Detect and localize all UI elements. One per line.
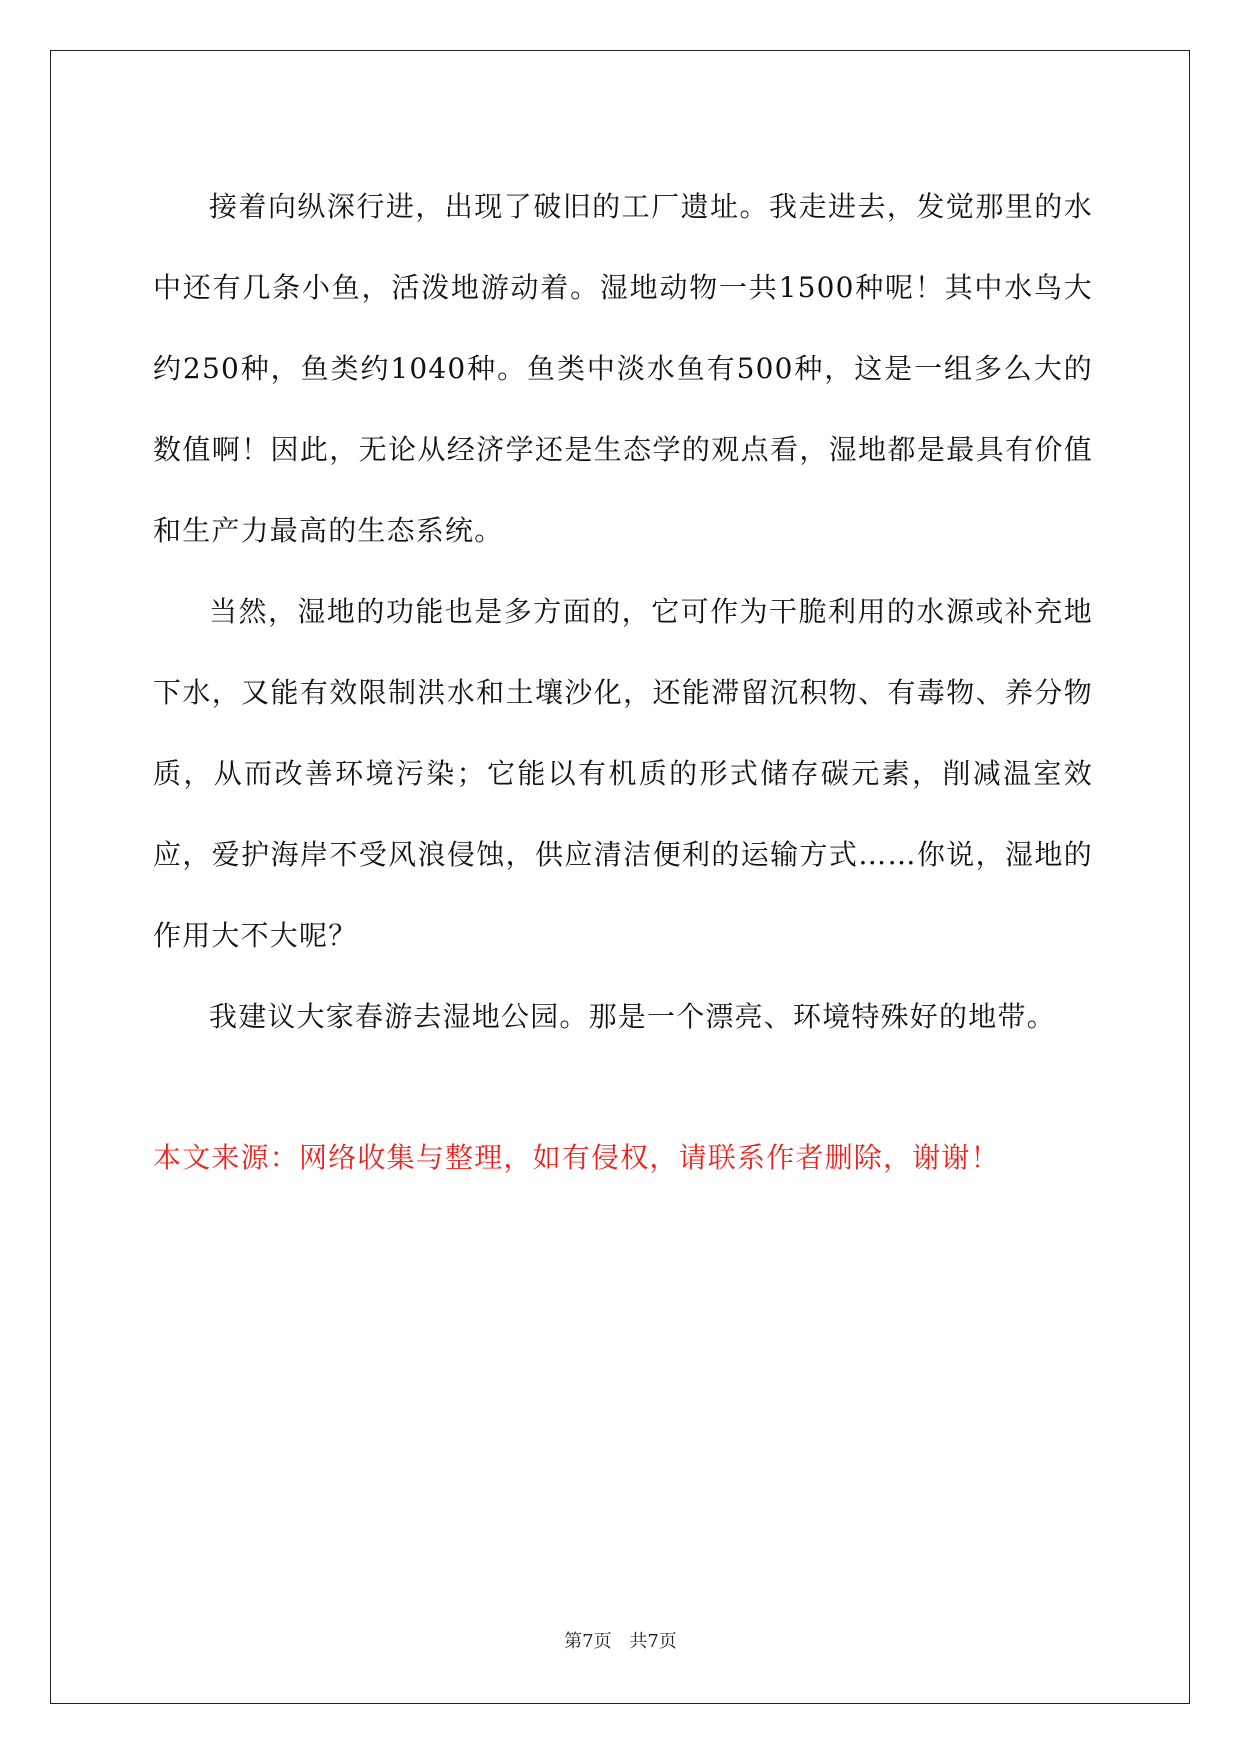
paragraph-3: 我建议大家春游去湿地公园。那是一个漂亮、环境特殊好的地带。 xyxy=(209,1000,1056,1033)
page-footer xyxy=(0,1627,1241,1653)
paragraph-1: 接着向纵深行进，出现了破旧的工厂遗址。我走进去，发觉那里的水中还有几条小鱼，活泼地游动着。湿地动物一共1500种呢！其中水鸟大约250种，鱼类约1040种。鱼类中淡水鱼有500种，这是一组多么大的数值啊！因此，无论从经济学还是生态学的观点看，湿地都是最具有价值和生产力最高的生态系统。 xyxy=(153,190,1093,547)
source-note: 本文来源：网络收集与整理，如有侵权，请联系作者删除，谢谢！ xyxy=(153,1141,1000,1174)
paragraph-2: 当然，湿地的功能也是多方面的，它可作为干脆利用的水源或补充地下水，又能有效限制洪水和土壤沙化，还能滞留沉积物、有毒物、养分物质，从而改善环境污染；它能以有机质的形式储存碳元素，削减温室效应，爱护海岸不受风浪侵蚀，供应清洁便利的运输方式……你说，湿地的作用大不大呢？ xyxy=(153,595,1093,952)
document-body xyxy=(153,166,1093,1057)
page-number-total: 共7页 xyxy=(629,1631,677,1652)
page-number-current: 第7页 xyxy=(564,1631,612,1652)
